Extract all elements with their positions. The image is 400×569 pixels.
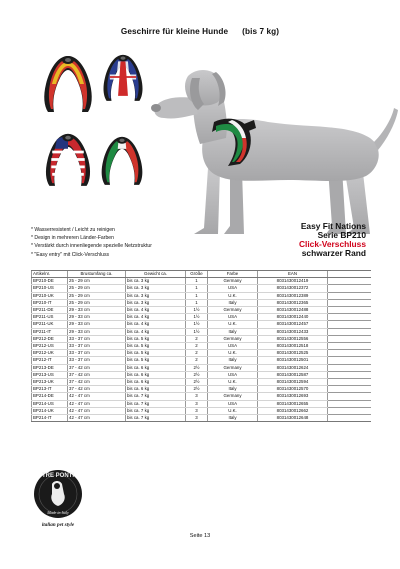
table-row bbox=[32, 371, 371, 378]
cell-color: Italy bbox=[208, 386, 258, 393]
cell-article: BP214-UK bbox=[32, 407, 68, 414]
cell-ean: 8031430012457 bbox=[258, 321, 328, 328]
cell-blank bbox=[328, 299, 371, 306]
cell-size: 1 bbox=[186, 285, 208, 292]
cell-color: Germany bbox=[208, 278, 258, 285]
product-closure: Click-Verschluss bbox=[298, 239, 366, 249]
cell-ean: 8031430012587 bbox=[258, 371, 328, 378]
cell-weight: bis ca. 6 kg bbox=[126, 386, 186, 393]
cell-blank bbox=[328, 285, 371, 292]
cell-weight: bis ca. 6 kg bbox=[126, 379, 186, 386]
cell-color: Italy bbox=[208, 328, 258, 335]
harness-germany-icon bbox=[40, 50, 96, 116]
cell-chest: 29 - 33 cm bbox=[68, 307, 126, 314]
cell-chest: 33 - 37 cm bbox=[68, 343, 126, 350]
table-row bbox=[32, 321, 371, 328]
cell-chest: 42 - 47 cm bbox=[68, 400, 126, 407]
table-row bbox=[32, 407, 371, 414]
cell-blank bbox=[328, 371, 371, 378]
cell-size: 2 bbox=[186, 350, 208, 357]
cell-size: 2½ bbox=[186, 386, 208, 393]
col-header-color: Farbe bbox=[208, 271, 258, 278]
cell-color: U.K. bbox=[208, 407, 258, 414]
cell-ean: 8031430012662 bbox=[258, 407, 328, 414]
cell-size: 3 bbox=[186, 393, 208, 400]
cell-color: Germany bbox=[208, 364, 258, 371]
cell-color: U.K. bbox=[208, 321, 258, 328]
table-body bbox=[32, 278, 371, 422]
cell-ean: 8031430012594 bbox=[258, 379, 328, 386]
cell-ean: 8031430012693 bbox=[258, 393, 328, 400]
cell-article: BP213-UK bbox=[32, 379, 68, 386]
cell-chest: 33 - 37 cm bbox=[68, 335, 126, 342]
cell-chest: 29 - 33 cm bbox=[68, 328, 126, 335]
cell-blank bbox=[328, 335, 371, 342]
logo-top-text: TRE PONTI bbox=[41, 473, 75, 479]
cell-chest: 25 - 29 cm bbox=[68, 292, 126, 299]
cell-size: 2 bbox=[186, 335, 208, 342]
table-row bbox=[32, 343, 371, 350]
cell-weight: bis ca. 4 kg bbox=[126, 321, 186, 328]
cell-blank bbox=[328, 278, 371, 285]
harness-italy-icon bbox=[98, 128, 146, 192]
cell-chest: 37 - 42 cm bbox=[68, 371, 126, 378]
cell-chest: 37 - 42 cm bbox=[68, 379, 126, 386]
cell-color: Italy bbox=[208, 299, 258, 306]
cell-size: 3 bbox=[186, 407, 208, 414]
cell-color: U.K. bbox=[208, 292, 258, 299]
cell-color: U.K. bbox=[208, 350, 258, 357]
cell-ean: 8031430012624 bbox=[258, 364, 328, 371]
cell-ean: 8031430012570 bbox=[258, 386, 328, 393]
cell-chest: 29 - 33 cm bbox=[68, 321, 126, 328]
cell-ean: 8031430012372 bbox=[258, 285, 328, 292]
cell-chest: 33 - 37 cm bbox=[68, 357, 126, 364]
cell-weight: bis ca. 6 kg bbox=[126, 371, 186, 378]
table-row bbox=[32, 386, 371, 393]
cell-chest: 42 - 47 cm bbox=[68, 415, 126, 422]
page-number: Seite 13 bbox=[189, 533, 211, 539]
cell-blank bbox=[328, 407, 371, 414]
cell-article: BP211-DE bbox=[32, 307, 68, 314]
col-header-chest: Brustumfang ca. bbox=[68, 271, 126, 278]
cell-weight: bis ca. 3 kg bbox=[126, 285, 186, 292]
table-row bbox=[32, 357, 371, 364]
cell-ean: 8031430012365 bbox=[258, 299, 328, 306]
title-text: Geschirre für kleine Hunde bbox=[120, 27, 229, 36]
cell-weight: bis ca. 3 kg bbox=[126, 278, 186, 285]
product-series: Serie BP210 bbox=[317, 230, 366, 240]
cell-ean: 8031430012648 bbox=[258, 415, 328, 422]
dog-mannequin-icon bbox=[148, 58, 400, 238]
cell-color: USA bbox=[208, 400, 258, 407]
feature-item: * "Easy entry" mit Click-Verschluss bbox=[31, 251, 110, 258]
table-row bbox=[32, 415, 371, 422]
cell-blank bbox=[328, 321, 371, 328]
cell-chest: 37 - 42 cm bbox=[68, 386, 126, 393]
cell-size: 2½ bbox=[186, 371, 208, 378]
cell-chest: 25 - 29 cm bbox=[68, 278, 126, 285]
cell-chest: 25 - 29 cm bbox=[68, 285, 126, 292]
table-header-row bbox=[32, 271, 371, 278]
product-edge: schwarzer Rand bbox=[301, 248, 366, 258]
col-header-blank bbox=[328, 271, 371, 278]
cell-size: 2½ bbox=[186, 364, 208, 371]
harness-uk-icon bbox=[100, 46, 146, 108]
cell-blank bbox=[328, 393, 371, 400]
cell-color: USA bbox=[208, 314, 258, 321]
cell-ean: 8031430012518 bbox=[258, 343, 328, 350]
table-row bbox=[32, 292, 371, 299]
product-name: Easy Fit Nations bbox=[300, 221, 366, 231]
cell-ean: 8031430012556 bbox=[258, 335, 328, 342]
cell-size: 2½ bbox=[186, 379, 208, 386]
table-row bbox=[32, 364, 371, 371]
col-header-ean: EAN bbox=[258, 271, 328, 278]
cell-color: USA bbox=[208, 371, 258, 378]
cell-article: BP212-IT bbox=[32, 357, 68, 364]
table-row bbox=[32, 285, 371, 292]
cell-blank bbox=[328, 400, 371, 407]
cell-size: 3 bbox=[186, 400, 208, 407]
table-row bbox=[32, 299, 371, 306]
cell-article: BP210-IT bbox=[32, 299, 68, 306]
cell-blank bbox=[328, 415, 371, 422]
cell-article: BP211-IT bbox=[32, 328, 68, 335]
page-title bbox=[0, 27, 400, 36]
cell-article: BP210-DE bbox=[32, 278, 68, 285]
cell-article: BP214-US bbox=[32, 400, 68, 407]
cell-ean: 8031430012525 bbox=[258, 350, 328, 357]
cell-article: BP210-UK bbox=[32, 292, 68, 299]
cell-size: 1 bbox=[186, 292, 208, 299]
title-weight: (bis 7 kg) bbox=[242, 27, 280, 36]
cell-article: BP213-IT bbox=[32, 386, 68, 393]
cell-color: Germany bbox=[208, 393, 258, 400]
cell-color: USA bbox=[208, 285, 258, 292]
table-row bbox=[32, 350, 371, 357]
harness-usa-icon bbox=[42, 128, 94, 190]
cell-blank bbox=[328, 364, 371, 371]
cell-weight: bis ca. 4 kg bbox=[126, 314, 186, 321]
logo-mid-text: Made in Italy bbox=[47, 510, 69, 515]
cell-article: BP211-UK bbox=[32, 321, 68, 328]
cell-chest: 25 - 29 cm bbox=[68, 299, 126, 306]
feature-list bbox=[31, 226, 152, 259]
cell-blank bbox=[328, 292, 371, 299]
cell-chest: 37 - 42 cm bbox=[68, 364, 126, 371]
table-row bbox=[32, 379, 371, 386]
cell-weight: bis ca. 5 kg bbox=[126, 350, 186, 357]
cell-ean: 8031430012440 bbox=[258, 314, 328, 321]
cell-size: 1 bbox=[186, 299, 208, 306]
table-row bbox=[32, 328, 371, 335]
cell-article: BP212-DE bbox=[32, 335, 68, 342]
feature-item: * Design in mehreren Länder-Farben bbox=[31, 235, 114, 242]
cell-blank bbox=[328, 307, 371, 314]
product-heading bbox=[299, 222, 366, 258]
table-row bbox=[32, 400, 371, 407]
tre-ponti-logo-icon bbox=[30, 468, 86, 530]
cell-article: BP213-DE bbox=[32, 364, 68, 371]
cell-size: 1½ bbox=[186, 328, 208, 335]
table-row bbox=[32, 335, 371, 342]
cell-size: 2 bbox=[186, 343, 208, 350]
table-row bbox=[32, 278, 371, 285]
col-header-size: Größe bbox=[186, 271, 208, 278]
cell-chest: 42 - 47 cm bbox=[68, 393, 126, 400]
cell-color: Italy bbox=[208, 415, 258, 422]
cell-blank bbox=[328, 386, 371, 393]
cell-ean: 8031430012389 bbox=[258, 292, 328, 299]
cell-article: BP210-US bbox=[32, 285, 68, 292]
cell-color: Germany bbox=[208, 307, 258, 314]
cell-article: BP211-US bbox=[32, 314, 68, 321]
cell-article: BP214-IT bbox=[32, 415, 68, 422]
cell-color: U.K. bbox=[208, 379, 258, 386]
feature-item: * Verstärkt durch innenliegende spezielle Netzstruktur bbox=[31, 243, 152, 250]
cell-weight: bis ca. 5 kg bbox=[126, 357, 186, 364]
cell-weight: bis ca. 7 kg bbox=[126, 393, 186, 400]
cell-blank bbox=[328, 328, 371, 335]
cell-ean: 8031430012488 bbox=[258, 307, 328, 314]
cell-color: USA bbox=[208, 343, 258, 350]
cell-color: Italy bbox=[208, 357, 258, 364]
cell-chest: 29 - 33 cm bbox=[68, 314, 126, 321]
cell-size: 3 bbox=[186, 415, 208, 422]
cell-size: 1½ bbox=[186, 314, 208, 321]
cell-weight: bis ca. 3 kg bbox=[126, 292, 186, 299]
cell-size: 2 bbox=[186, 357, 208, 364]
cell-blank bbox=[328, 357, 371, 364]
col-header-weight: Gewicht ca. bbox=[126, 271, 186, 278]
cell-weight: bis ca. 3 kg bbox=[126, 299, 186, 306]
cell-chest: 33 - 37 cm bbox=[68, 350, 126, 357]
spec-table bbox=[31, 270, 371, 422]
cell-blank bbox=[328, 314, 371, 321]
cell-blank bbox=[328, 379, 371, 386]
cell-article: BP213-US bbox=[32, 371, 68, 378]
cell-weight: bis ca. 4 kg bbox=[126, 307, 186, 314]
table-row bbox=[32, 314, 371, 321]
cell-size: 1½ bbox=[186, 321, 208, 328]
feature-item: * Wasserresistent / Leicht zu reinigen bbox=[31, 227, 115, 233]
table-row bbox=[32, 393, 371, 400]
cell-weight: bis ca. 5 kg bbox=[126, 335, 186, 342]
cell-weight: bis ca. 7 kg bbox=[126, 407, 186, 414]
table-row bbox=[32, 307, 371, 314]
logo-bottom-text: italian pet style bbox=[41, 522, 75, 528]
cell-ean: 8031430012655 bbox=[258, 400, 328, 407]
cell-blank bbox=[328, 350, 371, 357]
cell-weight: bis ca. 5 kg bbox=[126, 343, 186, 350]
cell-weight: bis ca. 7 kg bbox=[126, 415, 186, 422]
cell-article: BP214-DE bbox=[32, 393, 68, 400]
cell-ean: 8031430012419 bbox=[258, 278, 328, 285]
cell-size: 1 bbox=[186, 278, 208, 285]
cell-chest: 42 - 47 cm bbox=[68, 407, 126, 414]
cell-weight: bis ca. 4 kg bbox=[126, 328, 186, 335]
cell-blank bbox=[328, 343, 371, 350]
cell-weight: bis ca. 6 kg bbox=[126, 364, 186, 371]
cell-color: Germany bbox=[208, 335, 258, 342]
cell-weight: bis ca. 7 kg bbox=[126, 400, 186, 407]
col-header-article: Artikelnr. bbox=[32, 271, 68, 278]
cell-size: 1½ bbox=[186, 307, 208, 314]
cell-article: BP212-UK bbox=[32, 350, 68, 357]
cell-article: BP212-US bbox=[32, 343, 68, 350]
cell-ean: 8031430012433 bbox=[258, 328, 328, 335]
cell-ean: 8031430012501 bbox=[258, 357, 328, 364]
